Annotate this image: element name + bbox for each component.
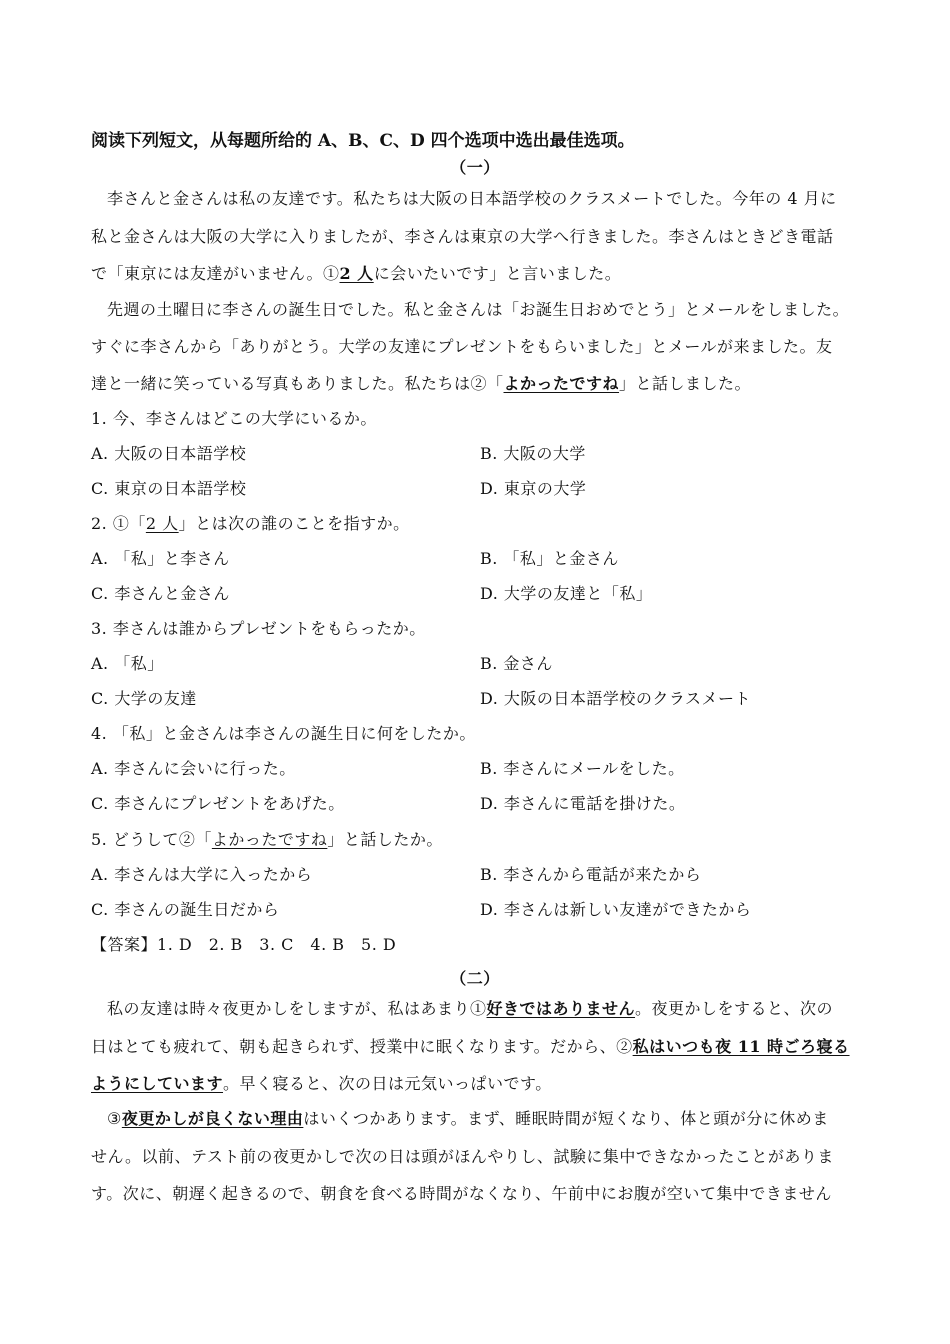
question-1: 1. 今、李さんはどこの大学にいるか。 (91, 409, 377, 428)
question-2: 2. ①「2 人」とは次の誰のことを指すか。 (91, 514, 410, 533)
q4-option-d: D. 李さんに電話を掛けた。 (480, 794, 686, 813)
instruction: 阅读下列短文，从每题所给的 A、B、C、D 四个选项中选出最佳选项。 (91, 131, 635, 151)
q1-option-d: D. 東京の大学 (480, 479, 587, 498)
section-1-heading: （一） (450, 158, 500, 177)
question-4: 4. 「私」と金さんは李さんの誕生日に何をしたか。 (91, 724, 476, 743)
q3-option-c: C. 大学の友達 (91, 689, 197, 708)
q1-option-a: A. 大阪の日本語学校 (91, 444, 247, 463)
q1-option-b: B. 大阪の大学 (480, 444, 586, 463)
q2-option-c: C. 李さんと金さん (91, 584, 230, 603)
underlined-phrase-1: 2 人 (339, 264, 374, 283)
passage-1-line-2: 私と金さんは大阪の大学に入りましたが、李さんは東京の大学へ行きました。李さんはときどき電話 (91, 227, 834, 246)
question-3: 3. 李さんは誰からプレゼントをもらったか。 (91, 619, 426, 638)
q3-option-b: B. 金さん (480, 654, 553, 673)
passage-2-line-3: ようにしています。早く寝ると、次の日は元気いっぱいです。 (91, 1074, 552, 1093)
passage-1-line-5: すぐに李さんから「ありがとう。大学の友達にプレゼントをもらいました」とメールが来ました。友 (91, 337, 833, 356)
section-2-heading: （二） (450, 969, 500, 988)
q2-option-b: B. 「私」と金さん (480, 549, 619, 568)
q1-option-c: C. 東京の日本語学校 (91, 479, 247, 498)
passage-1-line-1: 李さんと金さんは私の友達です。私たちは大阪の日本語学校のクラスメートでした。今年の 4 月に (107, 189, 837, 208)
passage-2-line-6: す。次に、朝遅く起きるので、朝食を食べる時間がなくなり、午前中にお腹が空いて集中できません (91, 1184, 832, 1203)
passage-2-line-1: 私の友達は時々夜更かしをしますが、私はあまり①好きではありません。夜更かしをすると、次の (107, 999, 834, 1018)
question-5: 5. どうして②「よかったですね」と話したか。 (91, 830, 443, 849)
q4-option-c: C. 李さんにプレゼントをあげた。 (91, 794, 345, 813)
passage-1-line-4: 先週の土曜日に李さんの誕生日でした。私と金さんは「お誕生日おめでとう」とメールをしました。 (107, 300, 850, 319)
q4-option-a: A. 李さんに会いに行った。 (91, 759, 296, 778)
passage-1-line-3: で「東京には友達がいません。①2 人に会いたいです」と言いました。 (91, 264, 622, 283)
passage-2-line-4: ③夜更かしが良くない理由はいくつかあります。まず、睡眠時間が短くなり、体と頭が分に休めま (107, 1109, 829, 1128)
answer-key: 【答案】1. D 2. B 3. C 4. B 5. D (91, 935, 397, 954)
q3-option-a: A. 「私」 (91, 654, 164, 673)
q4-option-b: B. 李さんにメールをした。 (480, 759, 685, 778)
q2-option-a: A. 「私」と李さん (91, 549, 230, 568)
passage-1-line-6: 達と一緒に笑っている写真もありました。私たちは②「よかったですね」と話しました。 (91, 374, 752, 393)
passage-2-line-2: 日はとても疲れて、朝も起きられず、授業中に眠くなります。だから、②私はいつも夜 11 時ごろ寝る (91, 1037, 850, 1056)
underlined-phrase-2: よかったですね (503, 374, 620, 393)
q5-option-b: B. 李さんから電話が来たから (480, 865, 702, 884)
q5-option-d: D. 李さんは新しい友達ができたから (480, 900, 752, 919)
q5-option-c: C. 李さんの誕生日だから (91, 900, 280, 919)
passage-2-line-5: せん。以前、テスト前の夜更かしで次の日は頭がほんやりし、試験に集中できなかったことがありま (91, 1147, 834, 1166)
q5-option-a: A. 李さんは大学に入ったから (91, 865, 313, 884)
q2-option-d: D. 大学の友達と「私」 (480, 584, 653, 603)
q3-option-d: D. 大阪の日本語学校のクラスメート (480, 689, 751, 708)
